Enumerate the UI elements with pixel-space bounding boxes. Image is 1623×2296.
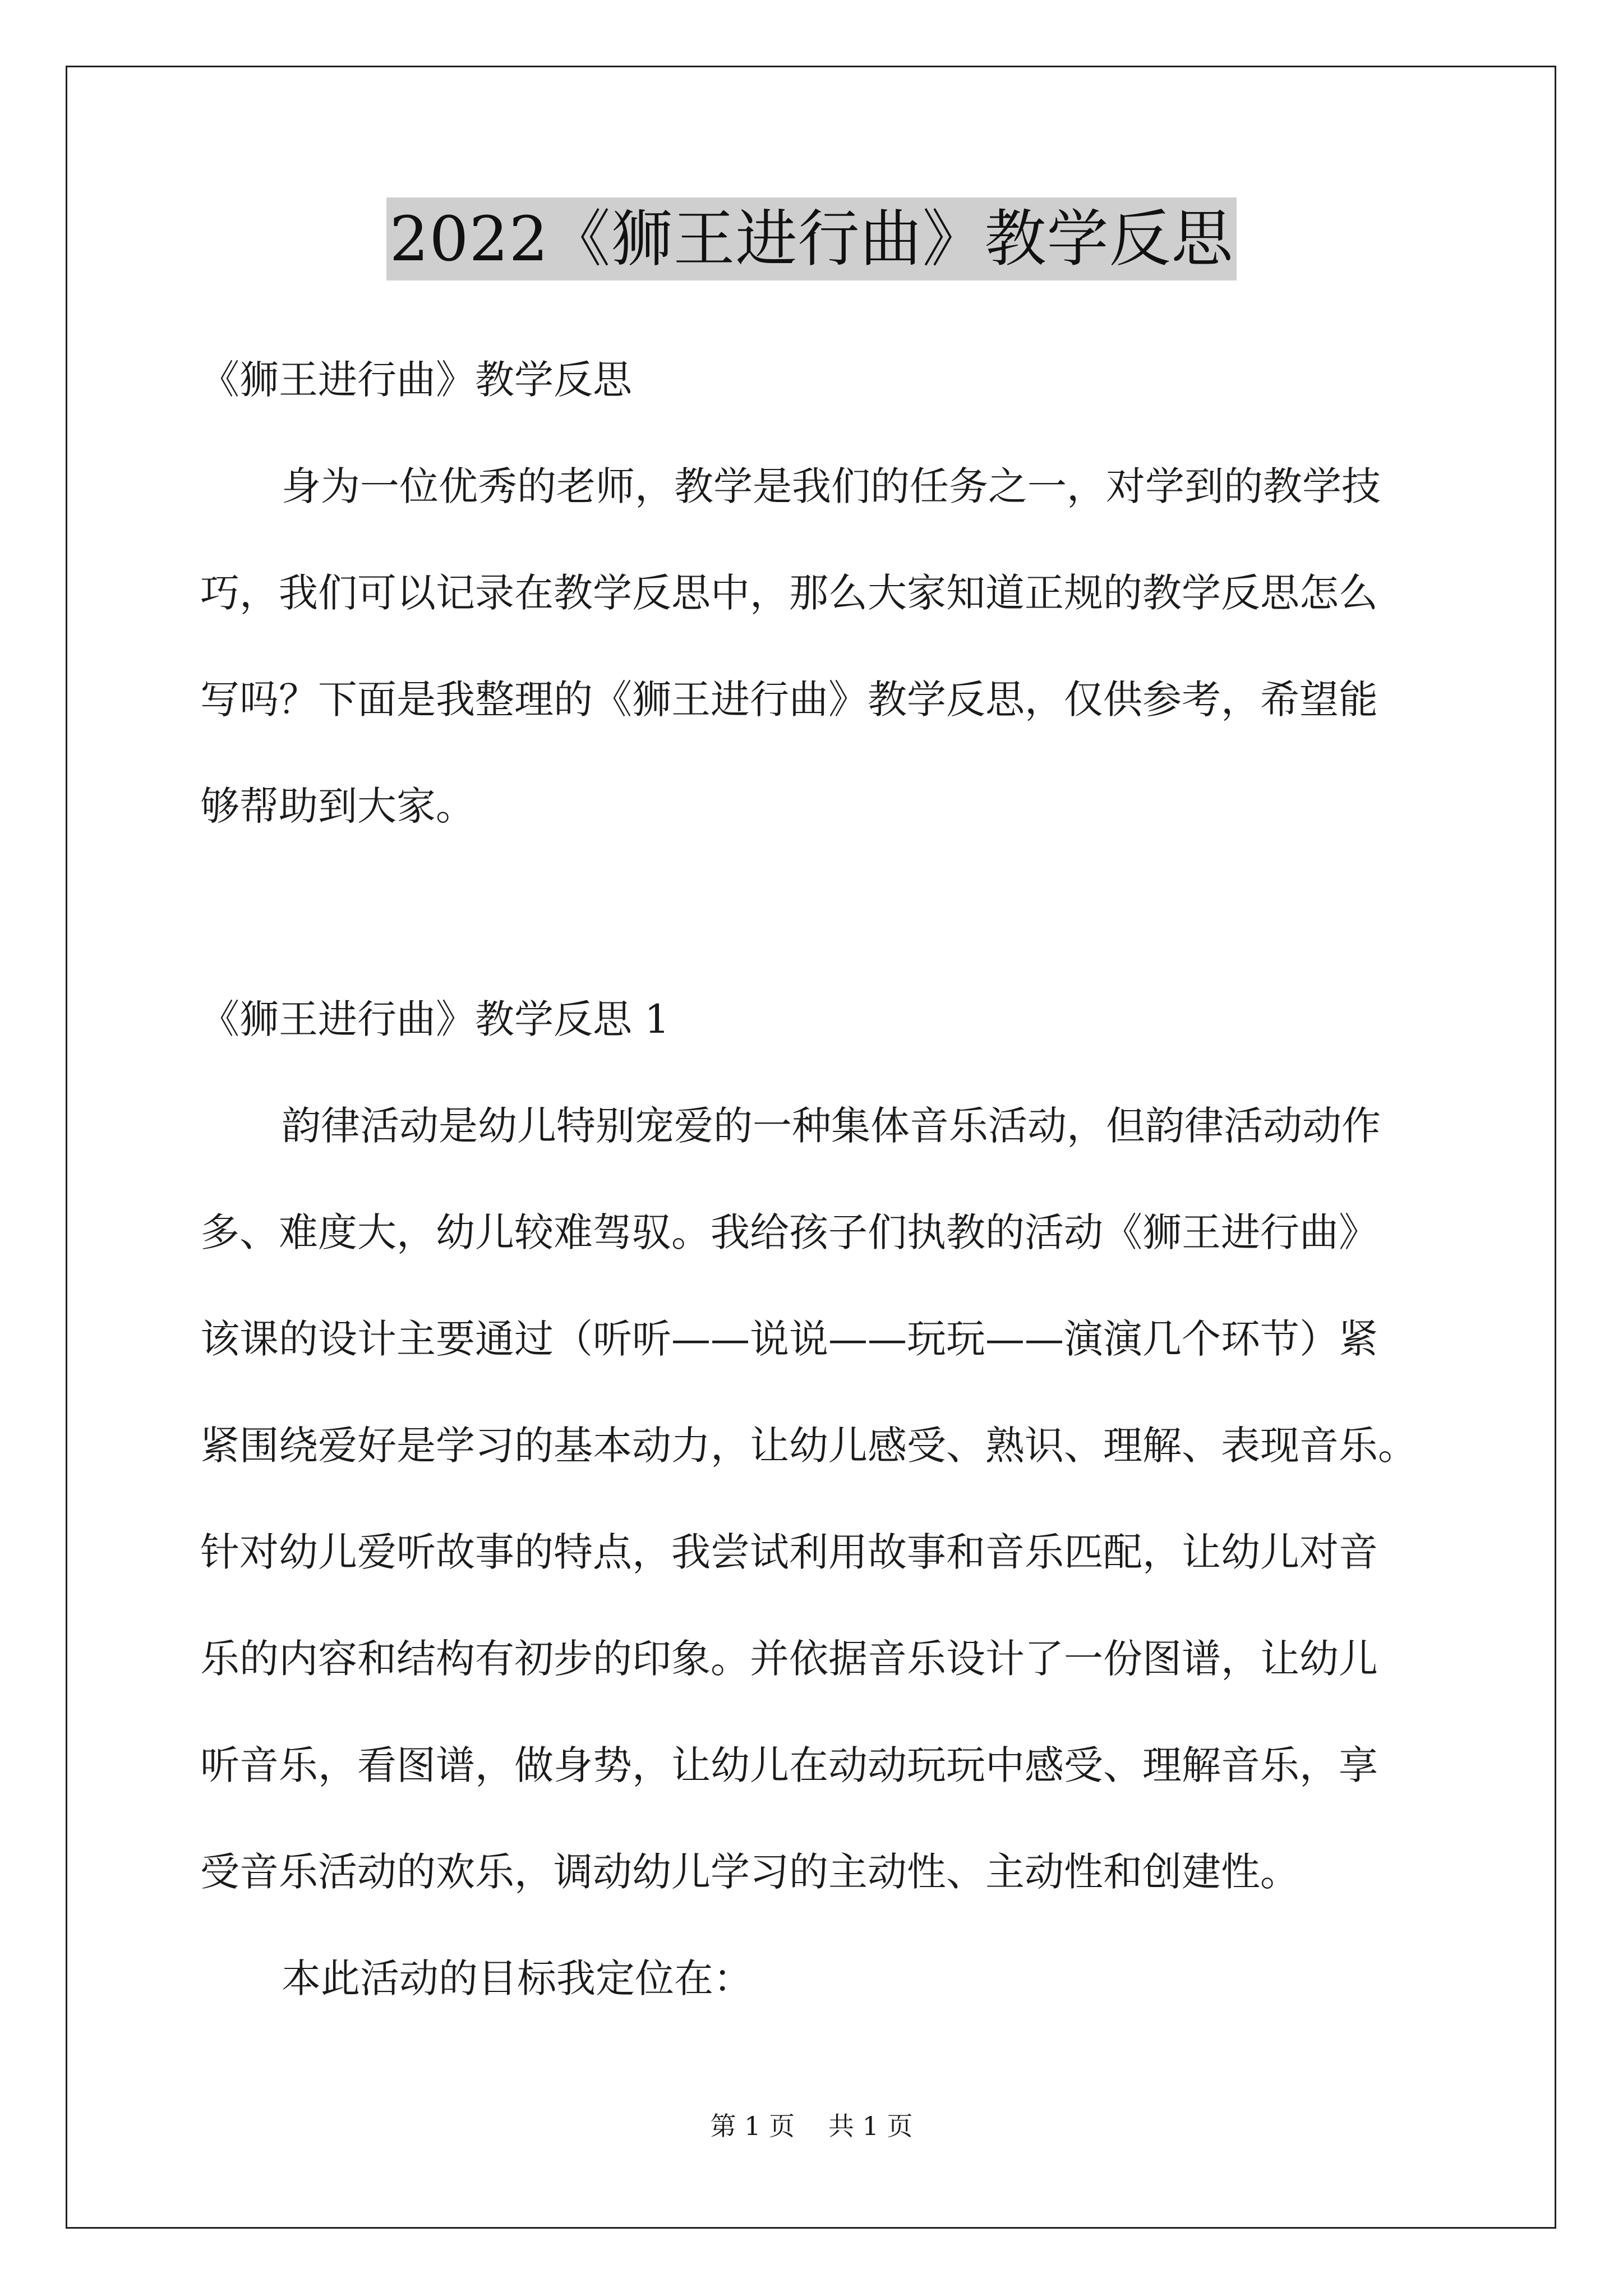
section-line-4: 紧围绕爱好是学习的基本动力，让幼儿感受、熟识、理解、表现音乐。 [200, 1423, 1417, 1469]
section-line-2: 多、难度大，幼儿较难驾驭。我给孩子们执教的活动《狮王进行曲》 [200, 1209, 1378, 1255]
section-line-7: 听音乐，看图谱，做身势，让幼儿在动动玩玩中感受、理解音乐，享 [200, 1742, 1378, 1788]
section-line-3: 该课的设计主要通过（听听——说说——玩玩——演演几个环节）紧 [200, 1316, 1378, 1362]
title-container [0, 197, 1623, 280]
intro-line-3: 写吗？下面是我整理的《狮王进行曲》教学反思，仅供参考，希望能 [200, 677, 1378, 723]
section-heading: 《狮王进行曲》教学反思 1 [200, 996, 670, 1042]
page-total: 共 1 页 [828, 2111, 913, 2141]
section-line-5: 针对幼儿爱听故事的特点，我尝试利用故事和音乐匹配，让幼儿对音 [200, 1529, 1378, 1575]
intro-line-2: 巧，我们可以记录在教学反思中，那么大家知道正规的教学反思怎么 [200, 570, 1378, 616]
page-number: 第 1 页 [710, 2111, 795, 2141]
intro-line-4: 够帮助到大家。 [200, 783, 475, 829]
section-line-1: 韵律活动是幼儿特别宠爱的一种集体音乐活动，但韵律活动动作 [282, 1103, 1381, 1149]
document-subtitle: 《狮王进行曲》教学反思 [200, 357, 632, 403]
section-line-6: 乐的内容和结构有初步的印象。并依据音乐设计了一份图谱，让幼儿 [200, 1636, 1378, 1682]
goal-line: 本此活动的目标我定位在： [282, 1955, 753, 2001]
intro-line-1: 身为一位优秀的老师，教学是我们的任务之一，对学到的教学技 [282, 463, 1381, 509]
section-line-8: 受音乐活动的欢乐，调动幼儿学习的主动性、主动性和创建性。 [200, 1849, 1299, 1895]
document-title: 2022《狮王进行曲》教学反思 [386, 197, 1237, 280]
page-footer [0, 2109, 1623, 2143]
